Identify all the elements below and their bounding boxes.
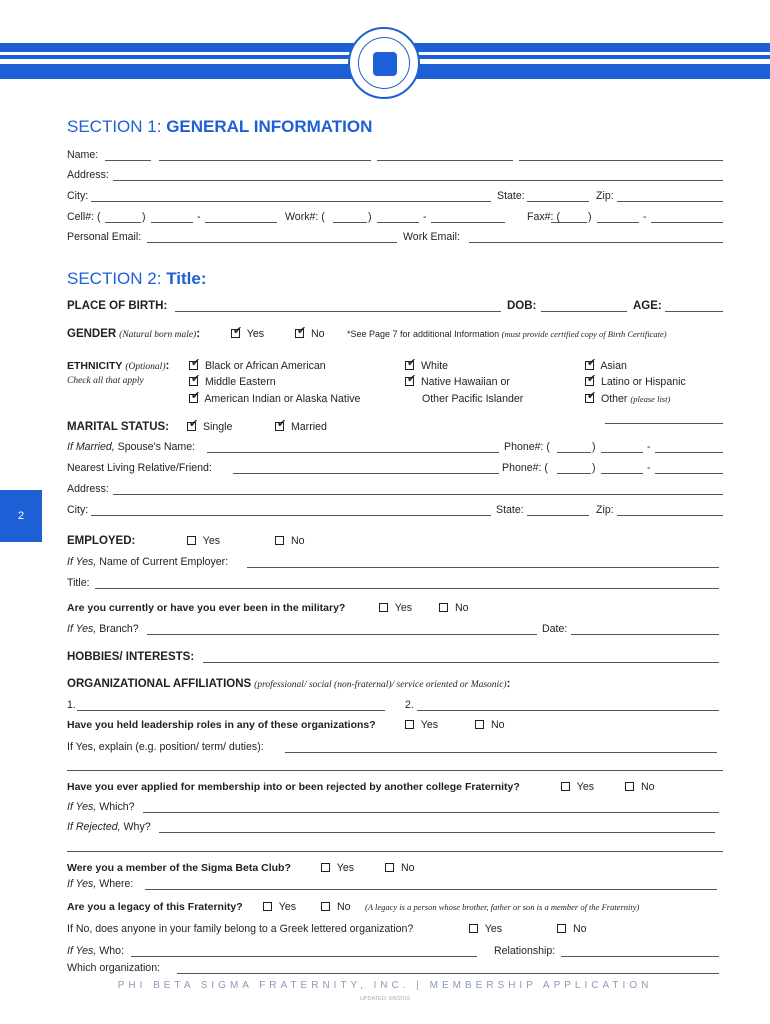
org-two-field[interactable] xyxy=(417,710,719,711)
city-field[interactable] xyxy=(91,201,491,202)
age-field[interactable] xyxy=(665,311,723,312)
name-label: Name: xyxy=(67,149,99,161)
checkbox-icon[interactable] xyxy=(405,720,414,729)
section-1-prefix: SECTION 1: xyxy=(67,117,162,136)
branch-field[interactable] xyxy=(147,634,537,635)
checked-box-icon[interactable] xyxy=(295,329,304,338)
section-1-title: GENERAL INFORMATION xyxy=(166,117,373,136)
name-field-prefix[interactable] xyxy=(105,160,151,161)
personal-email-label: Personal Email: xyxy=(67,231,142,243)
section-2-title: Title: xyxy=(166,269,207,288)
why-field[interactable] xyxy=(159,832,715,833)
employed-yes-option[interactable] xyxy=(187,534,220,549)
which-org-label: Which organization: xyxy=(67,962,161,974)
hobbies-label: HOBBIES/ INTERESTS: xyxy=(67,651,195,663)
relative-paren: ) xyxy=(592,462,596,474)
cell-area-field[interactable] xyxy=(105,222,141,223)
relative-zip-label: Zip: xyxy=(596,504,614,516)
section-1-heading xyxy=(67,117,372,137)
where-field[interactable] xyxy=(145,889,717,890)
page-number-tab: 2 xyxy=(0,490,42,542)
applied-no-label: No xyxy=(640,781,655,793)
married-option[interactable] xyxy=(275,420,327,435)
footer-text: PHI BETA SIGMA FRATERNITY, INC. | MEMBERSHIP APPLICATION xyxy=(117,980,653,991)
gender-see-text: *See Page 7 for additional Information xyxy=(347,329,500,339)
birth-row xyxy=(67,299,723,314)
military-yes-option[interactable] xyxy=(379,601,412,616)
zip-field[interactable] xyxy=(617,201,723,202)
spouse-label-group xyxy=(67,440,195,455)
explain-field[interactable] xyxy=(285,752,717,753)
fraternity-seal-logo xyxy=(348,27,420,99)
explain-field-line-2[interactable] xyxy=(67,770,723,771)
eth-option-middle-eastern[interactable] xyxy=(189,375,276,390)
greek-no-option[interactable] xyxy=(557,922,587,937)
hobbies-field[interactable] xyxy=(203,662,719,663)
marital-label: MARITAL STATUS: xyxy=(67,421,169,433)
where-label: Where: xyxy=(99,878,134,890)
military-date-field[interactable] xyxy=(571,634,719,635)
applied-row xyxy=(67,780,723,795)
address-field[interactable] xyxy=(113,180,723,181)
checked-box-icon[interactable] xyxy=(189,394,198,403)
org-label: ORGANIZATIONAL AFFILIATIONS xyxy=(67,678,252,690)
org-heading-row xyxy=(67,677,723,692)
greek-yes-label: Yes xyxy=(484,923,503,935)
eth-label-pacific-islander: Other Pacific Islander xyxy=(422,393,524,405)
hobbies-row xyxy=(67,650,723,665)
place-of-birth-field[interactable] xyxy=(175,311,501,312)
which-org-row xyxy=(67,961,723,976)
gender-label: GENDER xyxy=(67,328,117,340)
relative-zip-field[interactable] xyxy=(617,515,723,516)
relative-field[interactable] xyxy=(233,473,499,474)
sigma-beta-question: Were you a member of the Sigma Beta Club? xyxy=(67,862,291,874)
org-colon: : xyxy=(506,678,511,690)
where-label-group xyxy=(67,877,133,892)
leadership-question: Have you held leadership roles in any of these organizations? xyxy=(67,719,376,731)
spouse-name-field[interactable] xyxy=(207,452,499,453)
ethnicity-optional: (Optional) xyxy=(125,362,166,372)
email-row xyxy=(67,230,723,245)
address-label: Address: xyxy=(67,169,109,181)
updated-date: UPDATED: 9/6/2016 xyxy=(359,996,411,1002)
spouse-dash: - xyxy=(647,441,651,453)
spouse-paren: ) xyxy=(592,441,596,453)
relative-dash: - xyxy=(647,462,651,474)
org-list-row xyxy=(67,698,723,713)
city-label: City: xyxy=(67,190,89,202)
military-no-label: No xyxy=(454,602,469,614)
eth-option-latino[interactable] xyxy=(585,375,686,390)
who-field[interactable] xyxy=(131,956,477,957)
branch-label: Branch? xyxy=(99,623,139,635)
eth-option-american-indian[interactable] xyxy=(189,392,360,407)
checkbox-icon[interactable] xyxy=(469,924,478,933)
relative-city-field[interactable] xyxy=(91,515,491,516)
phones-row xyxy=(67,210,723,225)
applied-no-option[interactable] xyxy=(625,780,655,795)
applied-yes-label: Yes xyxy=(576,781,595,793)
military-row xyxy=(67,601,723,616)
gender-see-note xyxy=(347,327,667,342)
cell-paren: ) xyxy=(142,211,146,223)
relative-address-field[interactable] xyxy=(113,494,723,495)
ethnicity-block xyxy=(67,359,723,419)
rejected-row xyxy=(67,820,723,835)
zip-label: Zip: xyxy=(596,190,614,202)
checked-box-icon[interactable] xyxy=(231,329,240,338)
org-one-label: 1. xyxy=(67,699,76,711)
eth-option-black[interactable] xyxy=(189,359,326,374)
work-prefix-field[interactable] xyxy=(377,222,419,223)
if-yes-label: If Yes, xyxy=(67,556,97,568)
if-rejected-label: If Rejected, xyxy=(67,821,121,833)
work-area-field[interactable] xyxy=(333,222,367,223)
eth-label-hawaiian: Native Hawaiian or xyxy=(420,376,510,388)
which-field[interactable] xyxy=(143,812,719,813)
org-two-label: 2. xyxy=(405,699,414,711)
state-field[interactable] xyxy=(527,201,589,202)
personal-email-field[interactable] xyxy=(147,242,397,243)
why-field-line-2[interactable] xyxy=(67,851,723,852)
relative-state-field[interactable] xyxy=(527,515,589,516)
ethnicity-heading xyxy=(67,359,169,375)
branch-row xyxy=(67,622,723,637)
legacy-no-label: No xyxy=(336,901,351,913)
relative-address-label: Address: xyxy=(67,483,109,495)
leadership-yes-label: Yes xyxy=(420,719,439,731)
relationship-label: Relationship: xyxy=(494,945,556,957)
which-label: Which? xyxy=(99,801,135,813)
greek-question: If No, does anyone in your family belong to a Greek lettered organization? xyxy=(67,923,414,935)
checkbox-icon[interactable] xyxy=(625,782,634,791)
address-row xyxy=(67,168,723,183)
spouse-name-label: Spouse's Name: xyxy=(117,441,196,453)
sigma-beta-no-option[interactable] xyxy=(385,861,415,876)
legacy-no-option[interactable] xyxy=(321,900,351,915)
sigma-beta-yes-option[interactable] xyxy=(321,861,354,876)
relative-city-label: City: xyxy=(67,504,89,516)
org-note: (professional/ social (non-fraternal)/ service oriented or Masonic) xyxy=(254,680,507,690)
name-field-middle[interactable] xyxy=(377,160,513,161)
military-question: Are you currently or have you ever been in the military? xyxy=(67,602,346,614)
fax-dash: - xyxy=(643,211,647,223)
gender-note: (Natural born male) xyxy=(119,330,197,340)
ethnicity-colon: : xyxy=(165,360,170,372)
married-label: Married xyxy=(290,421,327,433)
work-paren: ) xyxy=(368,211,372,223)
cell-dash: - xyxy=(197,211,201,223)
dob-label: DOB: xyxy=(507,300,537,312)
gender-no-option[interactable] xyxy=(295,327,325,342)
job-title-field[interactable] xyxy=(95,588,719,589)
single-option[interactable] xyxy=(187,420,232,435)
work-phone-label: Work#: ( xyxy=(285,211,325,223)
job-title-row xyxy=(67,576,723,591)
eth-option-hawaiian[interactable] xyxy=(405,375,510,390)
checkbox-icon[interactable] xyxy=(439,603,448,612)
age-label: AGE: xyxy=(633,300,662,312)
military-date-label: Date: xyxy=(542,623,568,635)
please-list-note: (please list) xyxy=(630,394,671,404)
cell-label: Cell#: ( xyxy=(67,211,101,223)
applied-question: Have you ever applied for membership into or been rejected by another college Fraternity? xyxy=(67,781,520,793)
state-label: State: xyxy=(497,190,525,202)
if-yes-label: If Yes, xyxy=(67,878,97,890)
legacy-row xyxy=(67,900,723,915)
relative-label: Nearest Living Relative/Friend: xyxy=(67,462,212,474)
checkbox-icon[interactable] xyxy=(385,863,394,872)
employed-label: EMPLOYED: xyxy=(67,535,136,547)
legacy-note: (A legacy is a person whose brother, father or son is a member of the Fraternity) xyxy=(365,902,640,912)
job-title-label: Title: xyxy=(67,577,90,589)
checked-box-icon[interactable] xyxy=(405,361,414,370)
gender-yes-option[interactable] xyxy=(231,327,264,342)
employed-no-label: No xyxy=(290,535,305,547)
checked-box-icon[interactable] xyxy=(405,377,414,386)
employer-row xyxy=(67,555,723,570)
checkbox-icon[interactable] xyxy=(321,863,330,872)
which-row xyxy=(67,800,723,815)
checkbox-icon[interactable] xyxy=(379,603,388,612)
if-yes-label: If Yes, xyxy=(67,623,97,635)
gender-yes-label: Yes xyxy=(246,328,265,340)
who-label: Who: xyxy=(99,945,124,957)
spouse-phone-prefix[interactable] xyxy=(601,452,643,453)
checkbox-icon[interactable] xyxy=(263,902,272,911)
section-2-prefix: SECTION 2: xyxy=(67,269,162,288)
employer-label-group xyxy=(67,555,228,570)
legacy-yes-label: Yes xyxy=(278,901,297,913)
if-married-label: If Married, xyxy=(67,441,115,453)
sigma-beta-row xyxy=(67,861,723,876)
fax-area-field[interactable] xyxy=(551,222,587,223)
where-row xyxy=(67,877,723,892)
checked-box-icon[interactable] xyxy=(585,361,594,370)
fax-label: Fax#: ( xyxy=(527,211,560,223)
eth-label-american-indian: American Indian or Alaska Native xyxy=(204,393,361,405)
leadership-yes-option[interactable] xyxy=(405,718,438,733)
work-number-field[interactable] xyxy=(431,222,505,223)
legacy-question: Are you a legacy of this Fraternity? xyxy=(67,901,243,913)
legacy-yes-option[interactable] xyxy=(263,900,296,915)
sigma-beta-no-label: No xyxy=(400,862,415,874)
checked-box-icon[interactable] xyxy=(189,377,198,386)
rejected-label-group xyxy=(67,820,151,835)
check-all-note: Check all that apply xyxy=(67,376,144,386)
city-row xyxy=(67,189,723,204)
relative-phone-number[interactable] xyxy=(655,473,723,474)
gender-group xyxy=(67,327,200,343)
leadership-no-label: No xyxy=(490,719,505,731)
greek-no-label: No xyxy=(572,923,587,935)
checkbox-icon[interactable] xyxy=(561,782,570,791)
gender-no-label: No xyxy=(310,328,325,340)
who-label-group xyxy=(67,944,124,959)
dob-field[interactable] xyxy=(541,311,627,312)
checkbox-icon[interactable] xyxy=(321,902,330,911)
eth-label-white: White xyxy=(420,360,449,372)
sigma-beta-yes-label: Yes xyxy=(336,862,355,874)
fax-prefix-field[interactable] xyxy=(597,222,639,223)
relative-state-label: State: xyxy=(496,504,524,516)
relative-phone-label: Phone#: ( xyxy=(502,462,548,474)
relationship-field[interactable] xyxy=(561,956,719,957)
greek-yes-option[interactable] xyxy=(469,922,502,937)
explain-label: If Yes, explain (e.g. position/ term/ duties): xyxy=(67,741,264,753)
eth-label-other: Other xyxy=(600,393,628,405)
branch-label-group xyxy=(67,622,139,637)
marital-row xyxy=(67,420,723,435)
greek-row xyxy=(67,922,723,937)
fax-paren: ) xyxy=(588,211,592,223)
checked-box-icon[interactable] xyxy=(275,422,284,431)
which-label-group xyxy=(67,800,135,815)
military-yes-label: Yes xyxy=(394,602,413,614)
spouse-phone-label: Phone#: ( xyxy=(504,441,550,453)
checked-box-icon[interactable] xyxy=(585,394,594,403)
work-email-label: Work Email: xyxy=(403,231,460,243)
checked-box-icon[interactable] xyxy=(187,422,196,431)
checkbox-icon[interactable] xyxy=(475,720,484,729)
place-of-birth-label: PLACE OF BIRTH: xyxy=(67,300,168,312)
checkbox-icon[interactable] xyxy=(557,924,566,933)
checkbox-icon[interactable] xyxy=(275,536,284,545)
relative-phone-prefix[interactable] xyxy=(601,473,643,474)
cell-prefix-field[interactable] xyxy=(151,222,193,223)
checkbox-icon[interactable] xyxy=(187,536,196,545)
eth-label-middle-eastern: Middle Eastern xyxy=(204,376,276,388)
military-no-option[interactable] xyxy=(439,601,469,616)
eth-label-asian: Asian xyxy=(600,360,627,372)
relative-address-row xyxy=(67,482,723,497)
employed-yes-label: Yes xyxy=(202,535,221,547)
work-email-field[interactable] xyxy=(469,242,723,243)
spouse-row xyxy=(67,440,723,455)
relative-row xyxy=(67,461,723,476)
name-row xyxy=(67,148,723,163)
leadership-row xyxy=(67,718,723,733)
why-label: Why? xyxy=(123,821,151,833)
if-yes-label: If Yes, xyxy=(67,801,97,813)
if-yes-label: If Yes, xyxy=(67,945,97,957)
checked-box-icon[interactable] xyxy=(189,361,198,370)
cell-number-field[interactable] xyxy=(205,222,277,223)
name-field-last[interactable] xyxy=(519,160,723,161)
single-label: Single xyxy=(202,421,233,433)
checked-box-icon[interactable] xyxy=(585,377,594,386)
name-field-first[interactable] xyxy=(159,160,371,161)
spouse-phone-area[interactable] xyxy=(557,452,591,453)
ethnicity-label: ETHNICITY xyxy=(67,360,123,372)
explain-row xyxy=(67,740,723,755)
relative-phone-area[interactable] xyxy=(557,473,591,474)
who-row xyxy=(67,944,723,959)
employer-label: Name of Current Employer: xyxy=(99,556,229,568)
relative-city-row xyxy=(67,503,723,518)
gender-see-detail: (must provide certified copy of Birth Certificate) xyxy=(501,329,667,339)
eth-label-latino: Latino or Hispanic xyxy=(600,376,686,388)
work-dash: - xyxy=(423,211,427,223)
employed-row xyxy=(67,534,723,549)
org-one-field[interactable] xyxy=(77,710,385,711)
which-org-field[interactable] xyxy=(177,973,719,974)
employer-field[interactable] xyxy=(247,567,719,568)
spouse-phone-number[interactable] xyxy=(655,452,723,453)
leadership-no-option[interactable] xyxy=(475,718,505,733)
org-heading xyxy=(67,677,510,693)
employed-no-option[interactable] xyxy=(275,534,305,549)
eth-option-other[interactable] xyxy=(585,392,670,407)
section-2-heading xyxy=(67,269,207,289)
gender-row xyxy=(67,327,723,342)
fax-number-field[interactable] xyxy=(651,222,723,223)
gender-colon: : xyxy=(196,328,201,340)
eth-label-black: Black or African American xyxy=(204,360,326,372)
applied-yes-option[interactable] xyxy=(561,780,594,795)
